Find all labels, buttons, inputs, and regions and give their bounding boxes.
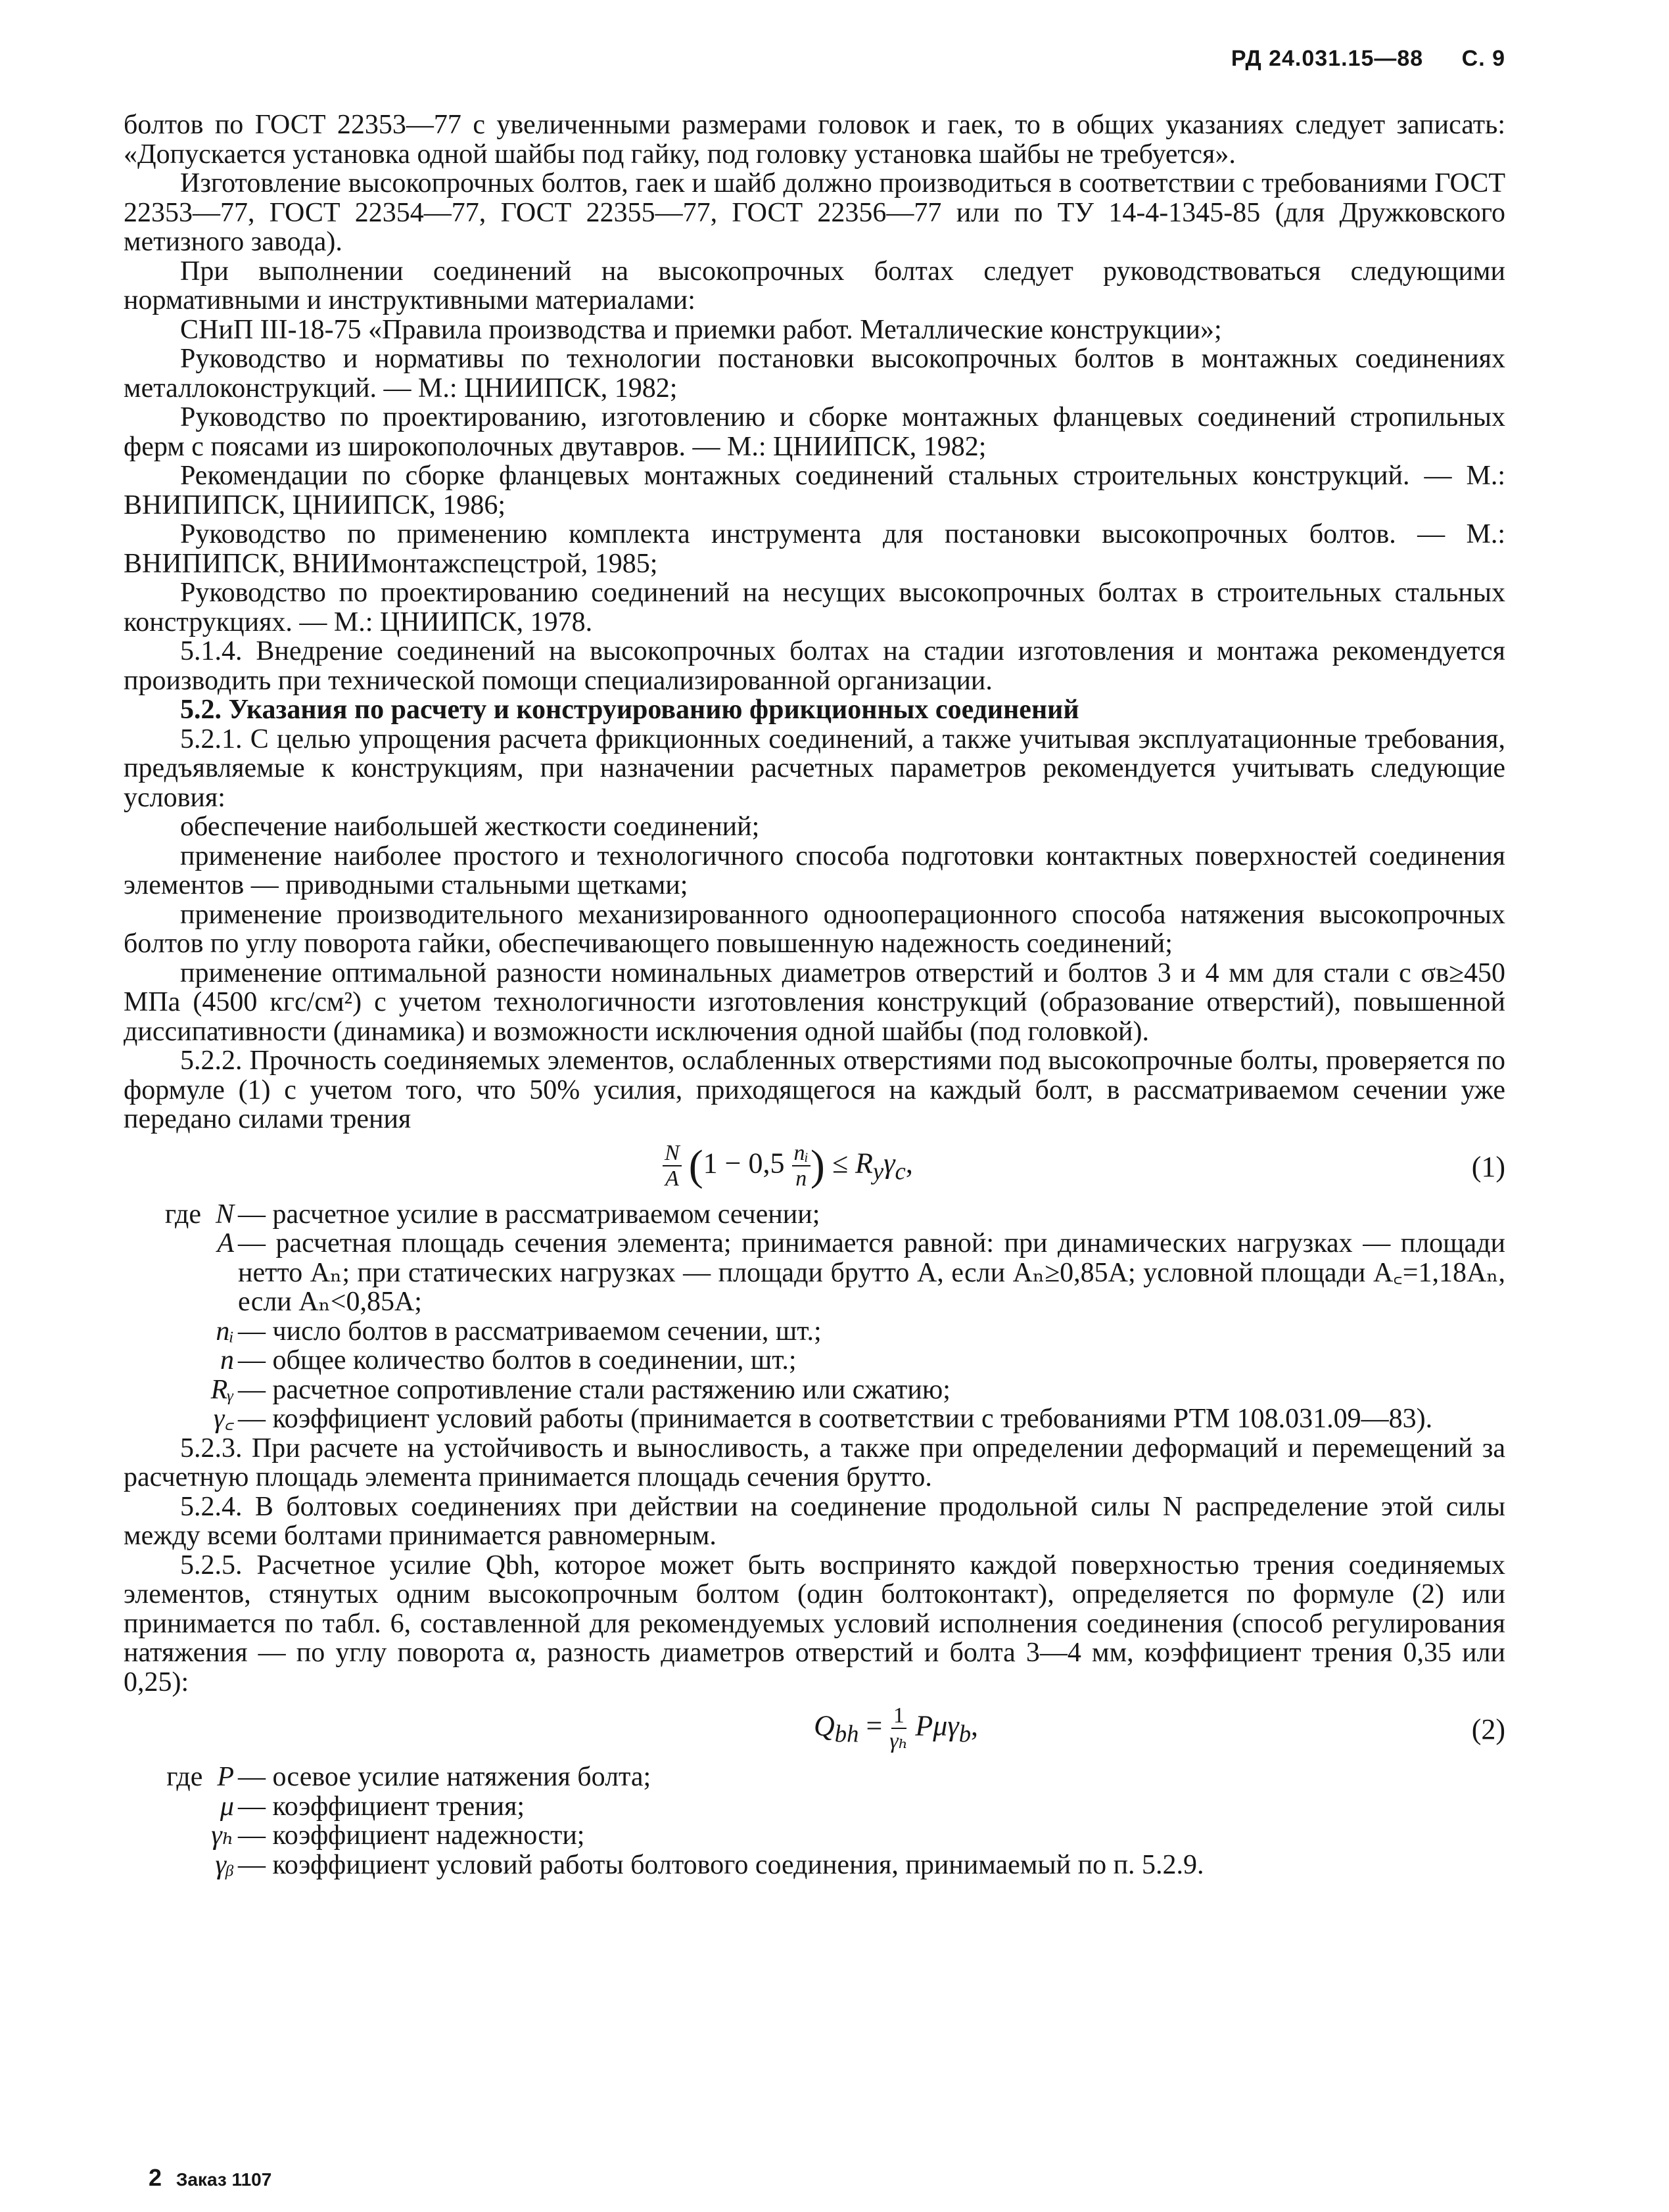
page-number: С. 9 [1461, 46, 1505, 71]
legend-description: — число болтов в рассматриваемом сечении, шт.; [238, 1316, 822, 1347]
paragraph: 5.2.1. С целью упрощения расчета фрикционных соединений, а также учитывая эксплуатационные требования, предъявляемые к конструкциям, при назначении расчетных параметров рекомендуется учитывать следующие условия: [124, 724, 1505, 813]
legend-row [124, 1200, 1505, 1230]
legend-row [124, 1792, 1505, 1822]
document-code: РД 24.031.15—88 [1231, 46, 1424, 71]
reference-item: Рекомендации по сборке фланцевых монтажных соединений стальных строительных конструкций. — М.: ВНИПИПСК, ЦНИИПСК, 1986; [124, 461, 1505, 520]
paragraph: 5.2.4. В болтовых соединениях при действии на соединение продольной силы N распределение этой силы между всеми болтами принимается равномерным. [124, 1491, 1505, 1551]
formula-2 [124, 1697, 1505, 1763]
condition-item: обеспечение наибольшей жесткости соединений; [180, 812, 760, 842]
legend-symbol-text: γₕ [211, 1820, 234, 1851]
sheet-number: 2 [149, 2164, 162, 2191]
condition-item: применение производительного механизированного однооперационного способа натяжения высокопрочных болтов по углу поворота гайки, обеспечивающего повышенную надежность соединений; [124, 899, 1505, 959]
order-number: Заказ 1107 [176, 2169, 272, 2190]
formula-1-expression: $\frac{N}{A}$ (1 − 0,5 $\frac{\text{nᵢ}}{n}$ ) ≤ $R_y\gamma_c$, [663, 1141, 913, 1191]
legend-symbol-text: nᵢ [216, 1316, 234, 1347]
legend-symbol-text: P [217, 1762, 234, 1792]
legend-description: — коэффициент условий работы (принимается в соответствии с требованиями РТМ 108.031.09—83). [238, 1404, 1433, 1434]
reference-item: СНиП III-18-75 «Правила производства и приемки работ. Металлические конструкции»; [180, 314, 1222, 345]
reference-item: Руководство и нормативы по технологии постановки высокопрочных болтов в монтажных соединениях металлоконструкций. — М.: ЦНИИПСК, 1982; [124, 344, 1505, 403]
legend-description: — осевое усилие натяжения болта; [238, 1762, 651, 1792]
legend-row [124, 1404, 1505, 1434]
legend-symbol-text: γᵦ [215, 1849, 234, 1880]
reference-item: Руководство по применению комплекта инструмента для постановки высокопрочных болтов. — М.: ВНИПИПСК, ВНИИмонтажспецстрой, 1985; [124, 519, 1505, 579]
legend-symbol [124, 1200, 234, 1230]
paragraph: Изготовление высокопрочных болтов, гаек и шайб должно производиться в соответствии с требованиями ГОСТ 22353—77, ГОСТ 22354—77, ГОСТ 22355—77, ГОСТ 22356—77 или по ТУ 14-4-1345-85 (для Дружковского метизного завода). [124, 168, 1505, 257]
formula-1 [124, 1134, 1505, 1200]
legend-prefix: где [164, 1199, 201, 1230]
legend-row [124, 1821, 1505, 1851]
paragraph: 5.1.4. Внедрение соединений на высокопрочных болтах на стадии изготовления и монтажа рекомендуется производить при технической помощи специализированной организации. [124, 636, 1505, 696]
legend-prefix: где [166, 1762, 203, 1792]
legend-row [124, 1317, 1505, 1347]
formula-1-legend [124, 1200, 1505, 1434]
paragraph: 5.2.3. При расчете на устойчивость и выносливость, а также при определении деформаций и перемещений за расчетную площадь элемента принимается площадь сечения брутто. [124, 1433, 1505, 1492]
legend-symbol [124, 1375, 234, 1405]
legend-symbol [124, 1346, 234, 1375]
document-body [124, 110, 1505, 1879]
legend-description: — расчетное сопротивление стали растяжению или сжатию; [238, 1374, 951, 1405]
page-footer [149, 2164, 271, 2192]
paragraph: 5.2.5. Расчетное усилие Qbh, которое может быть воспринято каждой поверхностью трения соединяемых элементов, стянутых одним высокопрочным болтом (один болтоконтакт), определяется по формуле (2) или принимается по табл. 6, составленной для рекомендуемых условий исполнения соединения (способ регулирования натяжения — по углу поворота α, разность диаметров отверстий и болта 3—4 мм, коэффициент трения 0,35 или 0,25): [124, 1550, 1505, 1697]
legend-description: — общее количество болтов в соединении, шт.; [238, 1345, 797, 1375]
legend-symbol [124, 1792, 234, 1822]
paragraph: При выполнении соединений на высокопрочных болтах следует руководствоваться следующими нормативными и инструктивными материалами: [124, 256, 1505, 315]
running-header [1200, 46, 1505, 72]
paragraph: болтов по ГОСТ 22353—77 с увеличенными размерами головок и гаек, то в общих указаниях следует записать: «Допускается установка одной шайбы под гайку, под головку установка шайбы не требуется». [124, 110, 1505, 170]
legend-row [124, 1851, 1505, 1880]
formula-2-legend [124, 1763, 1505, 1879]
legend-row [124, 1346, 1505, 1375]
legend-description: — коэффициент трения; [238, 1791, 525, 1822]
condition-item: применение наиболее простого и технологичного способа подготовки контактных поверхностей соединения элементов — приводными стальными щетками; [124, 841, 1505, 900]
reference-item: Руководство по проектированию соединений на несущих высокопрочных болтах в строительных стальных конструкциях. — М.: ЦНИИПСК, 1978. [124, 578, 1505, 637]
fraction-one-over-gamma-h: $\frac{1}{\text{γₕ}}$ [889, 1703, 908, 1754]
legend-symbol [124, 1763, 234, 1792]
legend-symbol-text: μ [220, 1791, 234, 1822]
legend-symbol [124, 1317, 234, 1347]
right-paren: ) [810, 1141, 825, 1189]
legend-row [124, 1229, 1505, 1317]
paragraph: 5.2.2. Прочность соединяемых элементов, ослабленных отверстиями под высокопрочные болты, проверяется по формуле (1) с учетом того, что 50% усилия, приходящегося на каждый болт, в рассматриваемом сечении уже передано силами трения [124, 1046, 1505, 1134]
legend-symbol-text: γ꜀ [213, 1404, 234, 1434]
legend-symbol [124, 1851, 234, 1880]
formula-1-number: (1) [1471, 1150, 1505, 1183]
legend-description: — расчетное усилие в рассматриваемом сечении; [238, 1199, 820, 1230]
reference-item: Руководство по проектированию, изготовлению и сборке монтажных фланцевых соединений стропильных ферм с поясами из широкополочных двутавров. — М.: ЦНИИПСК, 1982; [124, 402, 1505, 462]
legend-row [124, 1375, 1505, 1405]
formula-2-number: (2) [1471, 1713, 1505, 1745]
legend-description: — коэффициент условий работы болтового соединения, принимаемый по п. 5.2.9. [238, 1849, 1204, 1880]
legend-symbol-text: n [220, 1345, 234, 1375]
legend-description: — расчетная площадь сечения элемента; принимается равной: при динамических нагрузках — площади нетто Aₙ; при статических нагрузках — площади брутто A, если Aₙ≥0,85A; условной площади A꜀=1,18Aₙ, если Aₙ<0,85A; [238, 1228, 1505, 1317]
fraction-ni-over-n: $\frac{\text{nᵢ}}{n}$ [792, 1141, 811, 1191]
formula-2-expression: $Q_{bh}$ = $\frac{1}{\text{γₕ}}$ Pμγ$_b$, [814, 1703, 979, 1754]
section-heading: 5.2. Указания по расчету и конструированию фрикционных соединений [180, 695, 1079, 725]
legend-symbol-text: A [217, 1228, 234, 1258]
legend-symbol [124, 1404, 234, 1434]
legend-row [124, 1763, 1505, 1792]
legend-symbol-text: N [215, 1199, 234, 1230]
left-paren: ( [688, 1141, 703, 1189]
legend-symbol [124, 1229, 234, 1317]
fraction-n-over-a: $\frac{N}{A}$ [663, 1141, 682, 1191]
condition-item: применение оптимальной разности номинальных диаметров отверстий и болтов 3 и 4 мм для стали с σв≥450 МПа (4500 кгс/см²) с учетом технологичности изготовления конструкций (образование отверстий), повышенной диссипативности (динамика) и возможности исключения одной шайбы (под головкой). [124, 957, 1505, 1047]
legend-symbol [124, 1821, 234, 1851]
legend-description: — коэффициент надежности; [238, 1820, 585, 1851]
legend-symbol-text: Rᵧ [210, 1374, 234, 1405]
